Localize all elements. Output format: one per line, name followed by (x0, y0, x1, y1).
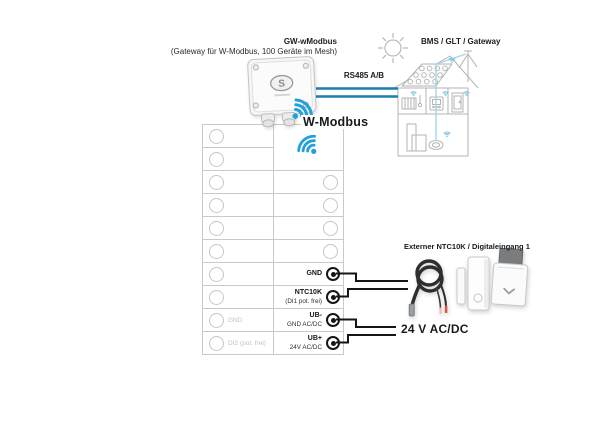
terminal-cell-gnd (274, 263, 344, 286)
table-row (203, 332, 344, 355)
terminal-circle (323, 198, 338, 213)
terminal-connector-icon (326, 336, 340, 350)
terminal-circle (209, 129, 224, 144)
terminal-connector-icon (326, 290, 340, 304)
device-logo-letter: S (278, 78, 286, 90)
terminal-cell-ub-plus (274, 332, 344, 355)
door-contact-photo (455, 254, 493, 314)
wmodbus-cell (274, 125, 344, 171)
terminal-connector-icon (326, 267, 340, 281)
table-row (203, 240, 344, 263)
table-row (203, 217, 344, 240)
terminal-cell-ntc10k (274, 286, 344, 309)
terminal-circle (209, 313, 224, 328)
terminal-sublabel-ub-minus: GND AC/DC (287, 320, 322, 328)
table-row (203, 194, 344, 217)
terminal-circle (323, 175, 338, 190)
gateway-description: (Gateway für W-Modbus, 100 Geräte im Mesh) (170, 46, 337, 56)
terminal-label-ntc10k: NTC10K (294, 289, 322, 297)
terminal-circle (209, 221, 224, 236)
building-illustration (390, 40, 505, 180)
table-row (203, 286, 344, 309)
gateway-name: GW-wModbus (283, 37, 337, 46)
terminal-circle (209, 198, 224, 213)
terminal-label-ub-plus: UB+ (307, 335, 322, 343)
table-wifi-icon (289, 126, 327, 164)
rs485-label: RS485 A/B (343, 71, 385, 80)
left-label-gnd: GND (228, 316, 243, 324)
keycard-switch-photo (489, 247, 531, 309)
terminal-wires (336, 274, 408, 343)
left-label-di2: DI2 (pot. frei) (228, 339, 266, 347)
power-supply-label: 24 V AC/DC (401, 322, 469, 336)
terminal-sublabel-ub-plus: 24V AC/DC (289, 343, 322, 351)
table-row (203, 263, 344, 286)
wmodbus-label: W-Modbus (303, 115, 369, 129)
ntc10k-cable-sensor-photo (403, 250, 459, 318)
terminal-circle (209, 152, 224, 167)
terminal-block (202, 124, 344, 355)
terminal-circle (209, 336, 224, 351)
terminal-label-gnd: GND (306, 269, 322, 277)
table-row (203, 171, 344, 194)
terminal-circle (323, 221, 338, 236)
terminal-label-ub-minus: UB- (309, 312, 322, 320)
rs485-lines (316, 89, 398, 97)
external-input-label: Externer NTC10K / Digitaleingang 1 (404, 242, 530, 251)
terminal-sublabel-ntc10k: (DI1 pot. frei) (285, 297, 322, 305)
terminal-circle (209, 244, 224, 259)
table-row (203, 309, 344, 332)
terminal-circle (209, 290, 224, 305)
terminal-circle (323, 244, 338, 259)
terminal-cell-ub-minus (274, 309, 344, 332)
bms-label: BMS / GLT / Gateway (421, 37, 501, 46)
terminal-connector-icon (326, 313, 340, 327)
terminal-circle (209, 267, 224, 282)
gateway-title-block (150, 37, 337, 56)
terminal-circle (209, 175, 224, 190)
